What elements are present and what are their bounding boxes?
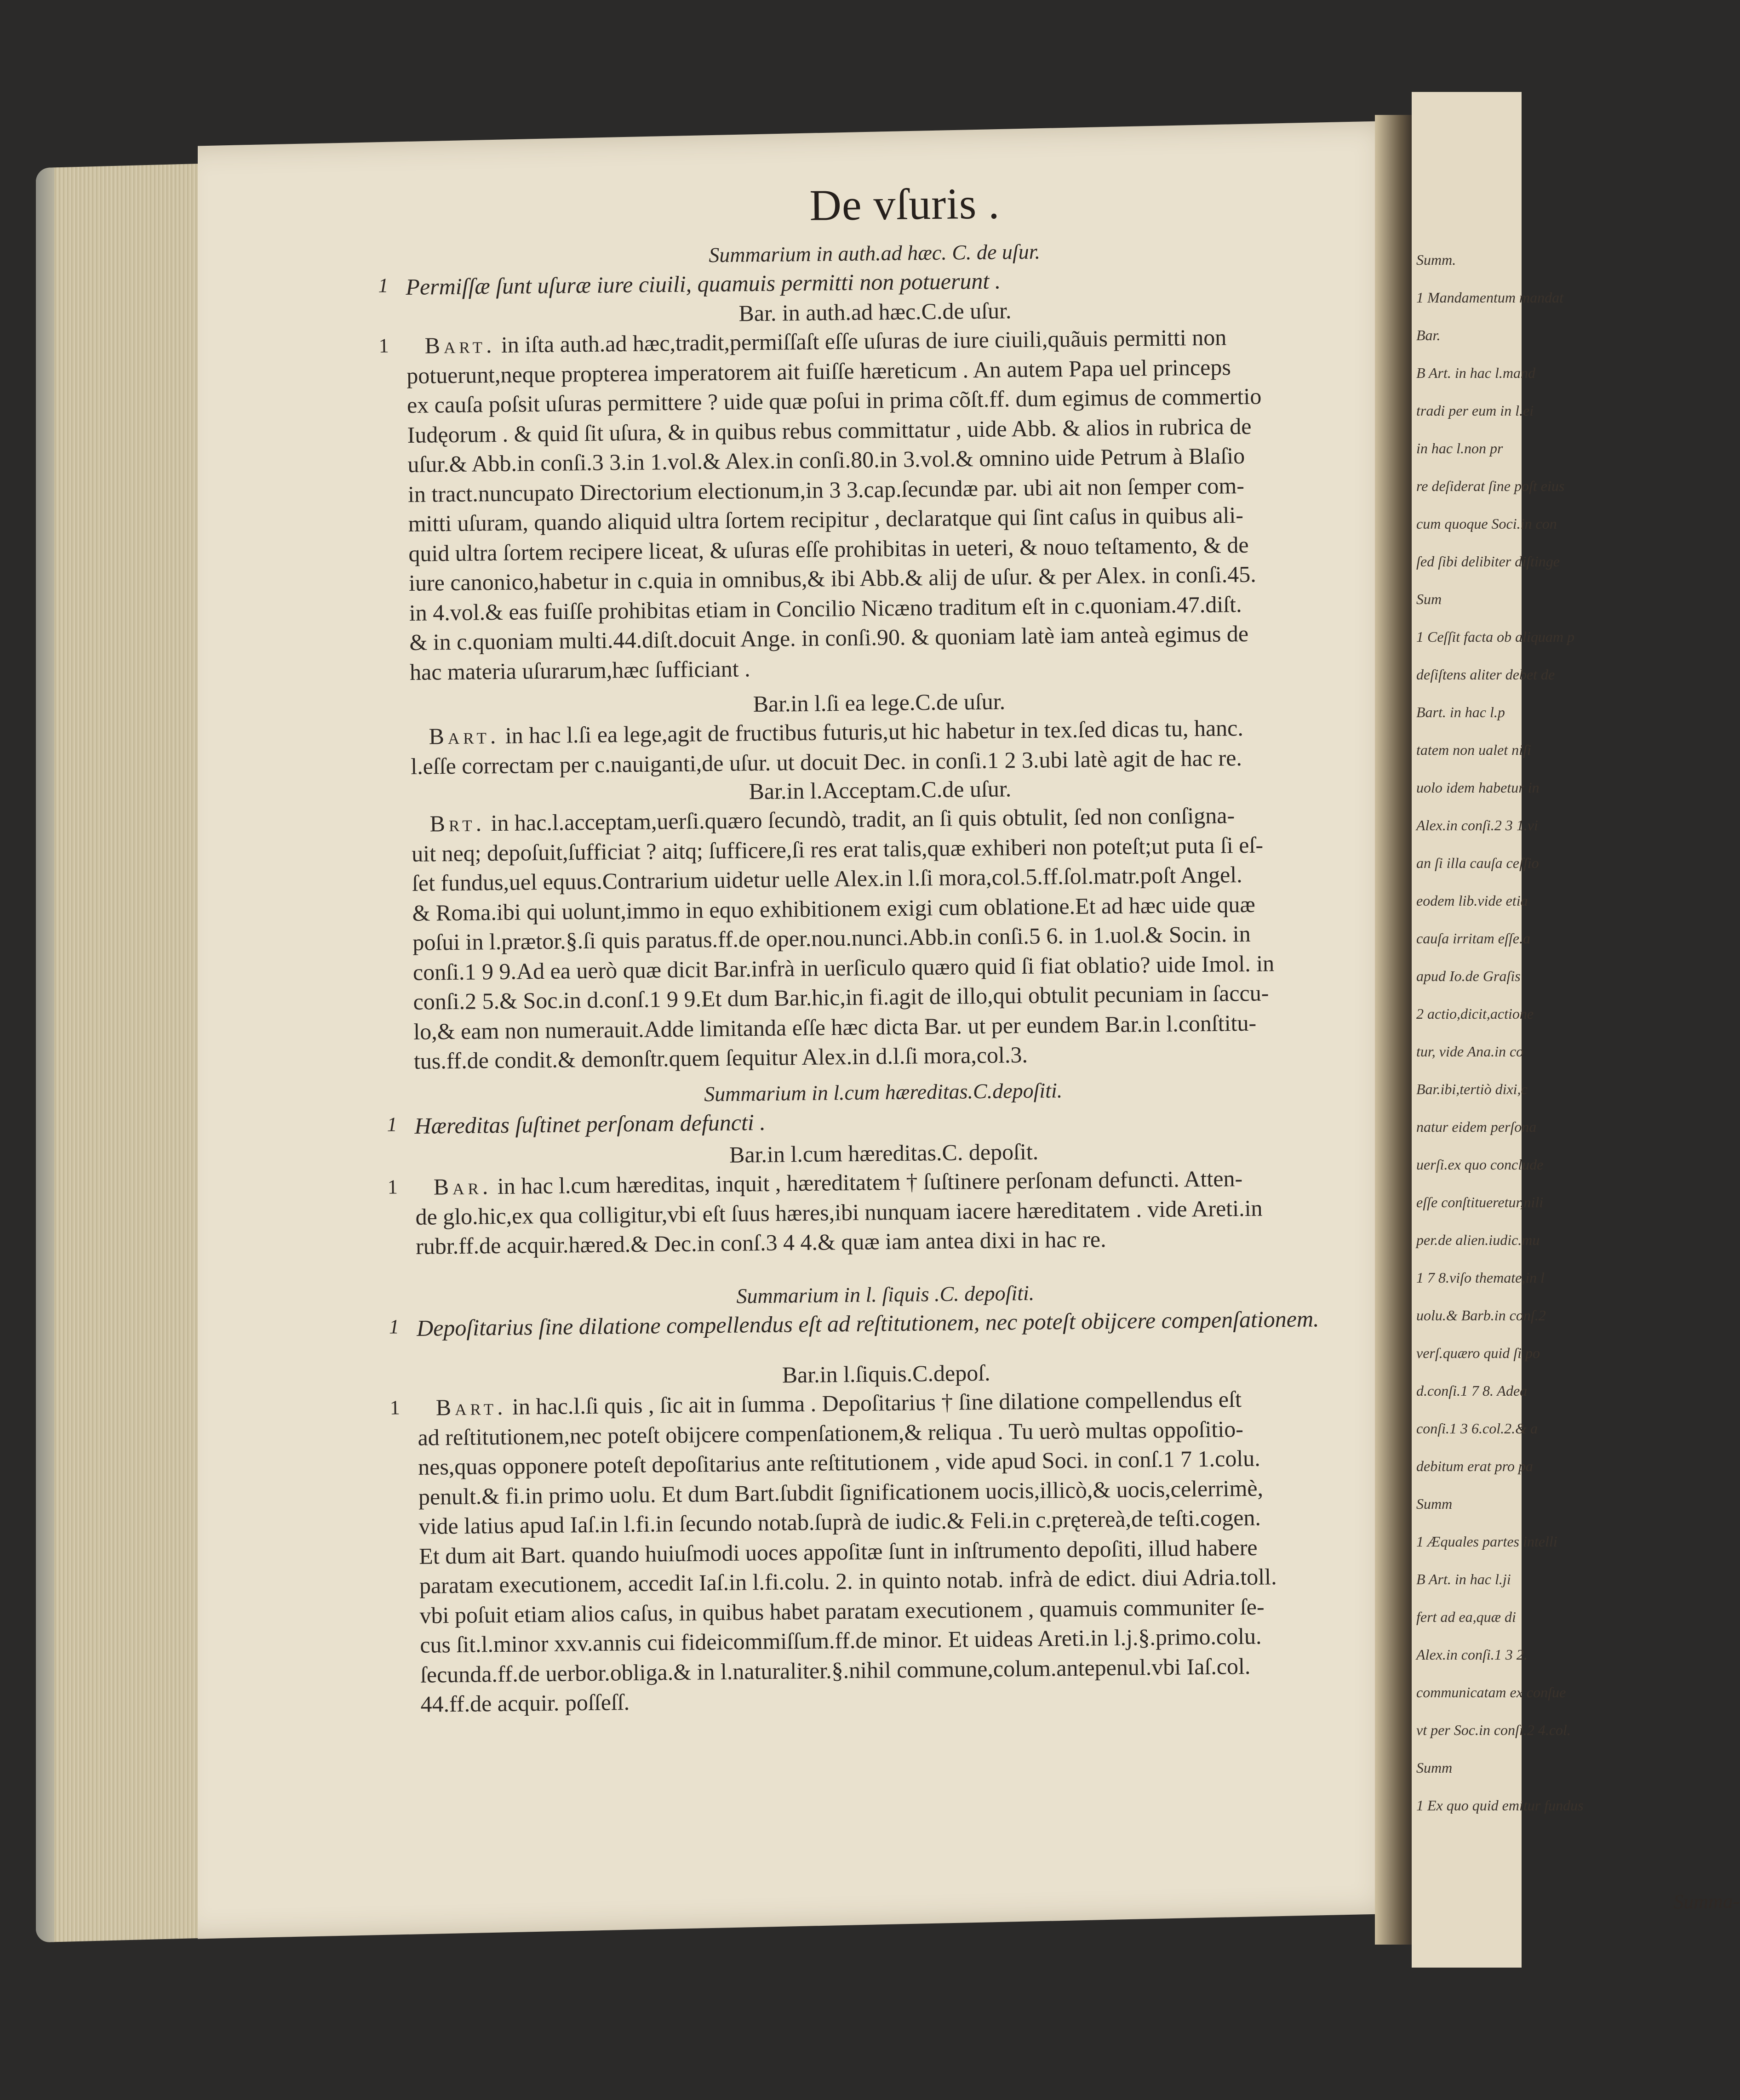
right-page-line: Bar. <box>1416 327 1441 343</box>
catchword: Summa- <box>1673 1889 1740 1913</box>
right-page-line: verſ.quæro quid ſi po <box>1416 1345 1540 1361</box>
right-page-line: conſi.1 3 6.col.2.& a <box>1416 1420 1538 1437</box>
right-page-line: B Art. in hac l.ji <box>1416 1571 1511 1587</box>
right-page-line: uolo idem habetur in <box>1416 779 1540 796</box>
right-page-line: 1 Ceſſit facta ob aliquam p <box>1416 628 1574 645</box>
right-page-line: fert ad ea,quæ di <box>1416 1609 1516 1625</box>
section-heading: Bar.in l.ſiquis.C.depoſ. <box>782 1359 990 1388</box>
right-page-line: Summ <box>1416 1759 1453 1776</box>
right-page-line: apud Io.de Graſis <box>1416 968 1521 984</box>
summary-heading: Summarium in auth.ad hæc. C. de uſur. <box>709 240 1041 267</box>
right-page-line: Bar.ibi,tertiò dixi,c <box>1416 1081 1528 1097</box>
right-page-line: tatem non ualet niſi <box>1416 742 1531 758</box>
text-line: lo,& eam non numerauit.Adde limitanda eſſe hæc dicta Bar. ut per eundem Bar.in l.conſtitu- <box>413 1010 1257 1044</box>
lead-line-text: in hac l.ſi ea lege,agit de fructibus futuris,ut hic habetur in tex.ſed dicas tu, hanc. <box>499 714 1244 748</box>
text-line: conſi.1 9 9.Ad ea uerò quæ dicit Bar.infrà in uerſiculo quæro quid ſi fiat oblatio? uide Imol. in <box>412 950 1275 985</box>
text-line: vide latius apud Iaſ.in l.fi.in ſecundo notab.ſuprà de iudic.& Feli.in c.prętereà,de teſti.cogen. <box>418 1504 1261 1539</box>
section-body <box>387 1163 1354 1261</box>
right-page-line: 1 Ex quo quid emitur fundus <box>1416 1797 1584 1814</box>
section-heading: Bar.in l.ſi ea lege.C.de uſur. <box>753 688 1006 717</box>
text-line: uſur.& Abb.in conſi.3 3.in 1.vol.& Alex.in conſi.80.in 3.vol.& omnino uide Petrum à Blaſio <box>407 442 1245 477</box>
text-line: mitti uſuram, quando aliquid ultra ſortem recipitur , declaratque qui ſint caſus in quibus ali- <box>408 502 1244 536</box>
right-page-line: 1 Mandamentum mandat <box>1416 289 1563 306</box>
lead-word: Bart. <box>435 1393 507 1421</box>
summary-item-text: Hæreditas ſuſtinet perſonam defuncti . <box>414 1109 766 1139</box>
right-page-line: in hac l.non pr <box>1416 440 1503 457</box>
text-line: potuerunt,neque propterea imperatorem ait fuiſſe hæreticum . An autem Papa uel princeps <box>406 354 1231 388</box>
margin-number: 1 <box>378 274 389 297</box>
text-line: & in c.quoniam multi.44.diſt.docuit Ange. in conſi.90. & quoniam latè iam anteà egimus de <box>409 620 1249 655</box>
text-line: ad reſtitutionem,nec poteſt obijcere compenſationem,& reliqua . Tu uerò multas oppoſitio- <box>418 1415 1244 1450</box>
book-gutter <box>1375 115 1416 1945</box>
lead-word: Bart. <box>424 331 496 359</box>
text-line: Et dum ait Bart. quando huiuſmodi uoces appoſitæ ſunt in inſtrumento depoſiti, illud habere <box>418 1534 1258 1569</box>
right-page-line: Sum <box>1416 591 1442 607</box>
text-line: in tract.nuncupato Directorium electionum,in 3 3.cap.ſecundæ par. ubi ait non ſemper com- <box>407 472 1245 507</box>
right-page-line: tradi per eum in l.ei <box>1416 402 1534 419</box>
right-page-line: re deſiderat ſine poſt eius <box>1416 478 1565 494</box>
right-page-line: 2 actio,dicit,actione <box>1416 1005 1534 1022</box>
text-line: ſecunda.ff.de uerbor.obliga.& in l.naturaliter.§.nihil commune,colum.antepenul.vbi Iaſ.col. <box>420 1653 1251 1688</box>
text-line: de glo.hic,ex qua colligitur,vbi eſt ſuus hæres,ibi nunquam iacere hæreditatem . vide Areti.in <box>415 1195 1263 1230</box>
margin-number: 1 <box>378 334 389 357</box>
right-page-line: vt per Soc.in conſi.2 4.col. <box>1416 1722 1571 1738</box>
right-page-line: eodem lib.vide etia <box>1416 892 1528 909</box>
right-page-line: deſiſtens aliter debet de <box>1416 666 1555 683</box>
text-line: iure canonico,habetur in c.quia in omnibus,& ibi Abb.& alij de uſur. & per Alex. in conſi.45. <box>408 561 1257 596</box>
lead-word: Brt. <box>429 810 486 837</box>
text-line: ex cauſa poſsit uſuras permittere ? uide quæ poſui in prima cõſt.ff. dum egimus de commertio <box>406 383 1262 418</box>
right-page-line: 1 Æquales partes intelli <box>1416 1533 1557 1550</box>
summary-heading: Summarium in l. ſiquis .C. depoſiti. <box>736 1281 1035 1308</box>
text-line: nes,quas opponere poteſt depoſitarius ante reſtitutionem , vide apud Soci. in conſ.1 7 1.colu. <box>418 1445 1260 1480</box>
text-line: ſet fundus,uel equus.Contrarium uidetur uelle Alex.in l.ſi mora,col.5.ff.ſol.matr.poſt Angel. <box>412 862 1242 896</box>
right-page-line: Alex.in conſi.2 3 1.vi <box>1416 817 1538 833</box>
text-line: uit neq; depoſuit,ſufficiat ? aitq; ſufficere,ſi res erat talis,quæ exhiberi non poteſt;ut puta ſi eſ- <box>411 832 1264 867</box>
right-page-line: cum quoque Soci.in con <box>1416 515 1557 532</box>
text-line: conſi.2 5.& Soc.in d.conſ.1 9 9.Et dum Bar.hic,in fi.agit de illo,qui obtulit pecuniam in ſaccu- <box>413 980 1269 1015</box>
section-body <box>389 1383 1359 1719</box>
right-page-line: uolu.& Barb.in conſ.2 <box>1416 1307 1546 1324</box>
section-lines <box>415 1163 1354 1261</box>
right-page-line: cauſa irritam eſſe.a <box>1416 930 1530 947</box>
summary-heading: Summarium in l.cum hæreditas.C.depoſiti. <box>704 1079 1063 1106</box>
right-page-line: communicatam ex conſue <box>1416 1684 1566 1701</box>
section-heading: Bar.in l.cum hæreditas.C. depoſit. <box>729 1138 1039 1168</box>
text-line: in 4.vol.& eas fuiſſe prohibitas etiam in Concilio Nicæno traditum eſt in c.quoniam.47.diſt. <box>409 591 1242 626</box>
text-line: paratam executionem, accedit Iaſ.in l.fi.colu. 2. in quinto notab. infrà de edict. diui Adria.toll. <box>419 1564 1277 1598</box>
section-lines <box>410 712 1349 781</box>
margin-number: 1 <box>389 1396 401 1419</box>
margin-number: 1 <box>389 1315 400 1338</box>
running-title: De vſuris . <box>809 178 1000 230</box>
right-page-line: eſſe conſtitueretur,nili <box>1416 1194 1544 1210</box>
lead-line-text: in hac l.cum hæreditas, inquit , hæreditatem † ſuſtinere perſonam defuncti. Atten- <box>492 1165 1243 1199</box>
section-body <box>378 321 1348 687</box>
right-page-fragment <box>1412 92 1584 1968</box>
section-heading: Bar.in l.Acceptam.C.de uſur. <box>749 776 1012 805</box>
text-line: tus.ff.de condit.& demonſtr.quem ſequitur Alex.in d.l.ſi mora,col.3. <box>413 1041 1028 1074</box>
right-page-line: Summ <box>1416 1495 1453 1512</box>
text-line: vbi poſuit etiam alios caſus, in quibus habet paratam executionem , quamuis communiter ſe- <box>419 1593 1265 1628</box>
right-page-line: an ſi illa cauſa ceſſio <box>1416 855 1539 871</box>
summary-item-text: Permiſſæ ſunt uſuræ iure ciuili, quamuis permitti non potuerunt . <box>406 268 1001 300</box>
book-page-edges <box>36 163 224 1943</box>
text-line: Iudęorum . & quid ſit uſura, & in quibus rebus committatur , uide Abb. & alios in rubrica de <box>407 413 1252 448</box>
right-page-line: d.conſi.1 7 8. Adea <box>1416 1382 1528 1399</box>
lead-line-text: in hac.l.ſi quis , ſic ait in ſumma . Depoſitarius † ſine dilatione compellendus eſt <box>506 1386 1242 1420</box>
right-page-line: tur, vide Ana.in co <box>1416 1043 1524 1060</box>
right-page-line: per.de alien.iudic.mu <box>1416 1232 1540 1248</box>
text-line: quid ultra ſortem recipere liceat, & uſuras eſſe prohibitas in ueteri, & nouo teſtamento, & de <box>408 531 1249 566</box>
right-page-line: B Art. in hac l.mand <box>1416 365 1535 381</box>
section-body <box>410 712 1349 781</box>
margin-number: 1 <box>387 1113 397 1136</box>
right-page-line: natur eidem perſona <box>1416 1118 1537 1135</box>
lead-word: Bart. <box>429 722 500 749</box>
right-page-line: Bart. in hac l.p <box>1416 704 1505 720</box>
text-line: rubr.ff.de acquir.hæred.& Dec.in conſ.3 4 4.& quæ iam antea dixi in hac re. <box>415 1226 1106 1259</box>
section-heading: Bar. in auth.ad hæc.C.de uſur. <box>738 297 1012 326</box>
text-line: l.eſſe correctam per c.nauiganti,de uſur. ut docuit Dec. in conſi.1 2 3.ubi latè agit de hac re. <box>410 744 1242 779</box>
text-line: hac materia uſurarum,hæc ſufficiant . <box>409 655 750 685</box>
section-body <box>411 799 1352 1076</box>
right-page-line: ſed ſibi delibiter diſtinge <box>1416 553 1560 570</box>
text-line: penult.& fi.in primo uolu. Et dum Bart.ſubdit ſignificationem uocis,illicò,& uocis,celerrimè, <box>418 1475 1264 1510</box>
right-page-line: uerſi.ex quo conclude <box>1416 1156 1544 1173</box>
lead-word: Bar. <box>433 1173 492 1200</box>
text-line: cus ſit.l.minor xxv.annis cui fideicommiſſum.ff.de minor. Et uideas Areti.in l.j.§.primo.colu. <box>419 1623 1262 1658</box>
right-page-line: Alex.in conſi.1 3 2. <box>1416 1646 1528 1663</box>
right-page-line: Summ. <box>1416 251 1456 268</box>
summary-item-text: Depoſitarius ſine dilatione compellendus eſt ad reſtitutionem, nec poteſt obijcere compenſationem. <box>416 1306 1319 1341</box>
section-lines <box>418 1383 1359 1719</box>
section-lines <box>411 799 1352 1076</box>
text-line: poſui in l.prætor.§.ſi quis paratus.ff.de oper.nou.nunci.Abb.in conſi.5 6. in 1.uol.& Socin. in <box>412 920 1251 955</box>
margin-number: 1 <box>387 1176 398 1198</box>
text-line: & Roma.ibi qui uolunt,immo in equo exhibitionem exigi cum oblatione.Et ad hæc uide quæ <box>412 891 1255 926</box>
text-line: 44.ff.de acquir. poſſeſſ. <box>420 1689 630 1717</box>
right-page-line: debitum erat pro pa <box>1416 1458 1533 1474</box>
lead-line-text: in iſta auth.ad hæc,tradit,permiſſaſt eſſe uſuras de iure ciuili,quãuis permitti non <box>495 324 1227 358</box>
lead-line-text: in hac.l.acceptam,uerſi.quæro ſecundò, tradit, an ſi quis obtulit, ſed non conſigna- <box>485 802 1235 836</box>
right-page-line: 1 7 8.viſo themate,in l <box>1416 1269 1545 1286</box>
section-lines <box>406 321 1348 687</box>
